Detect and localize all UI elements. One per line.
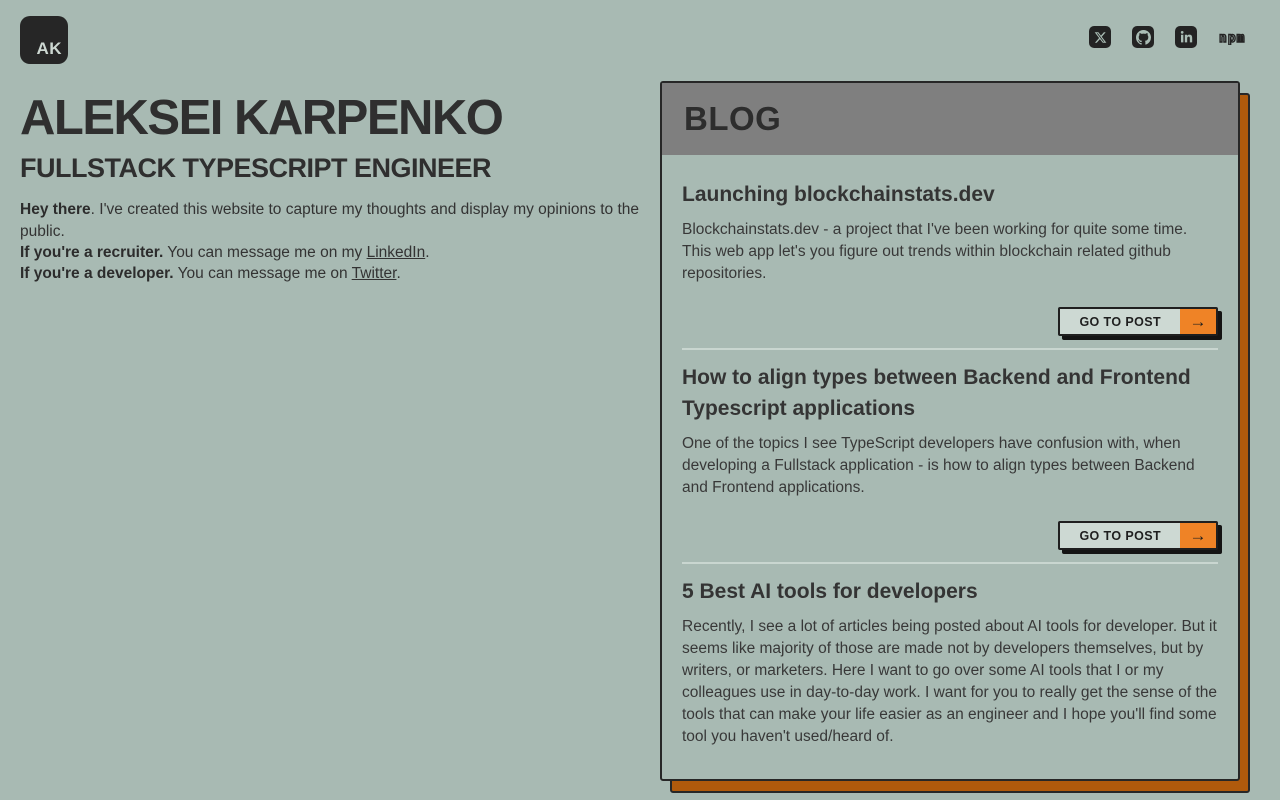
arrow-right-icon: → xyxy=(1180,523,1216,548)
post-excerpt: Blockchainstats.dev - a project that I've been working for quite some time. This web app let's you figure out trends within blockchain related github repositories. xyxy=(682,221,1188,282)
linkedin-link[interactable]: LinkedIn xyxy=(366,244,426,262)
github-icon[interactable] xyxy=(1132,26,1154,48)
linkedin-icon[interactable] xyxy=(1175,26,1197,48)
x-icon[interactable] xyxy=(1089,26,1111,48)
role-subtitle: FULLSTACK TYPESCRIPT ENGINEER xyxy=(20,153,492,184)
npm-icon[interactable] xyxy=(1218,30,1250,45)
intro-line-2-bold: If you're a recruiter. xyxy=(20,244,164,262)
github-glyph xyxy=(1136,30,1151,45)
go-to-post-button[interactable] xyxy=(1058,307,1218,336)
blog-post-list xyxy=(662,155,1238,760)
site-logo[interactable] xyxy=(20,16,68,64)
linkedin-glyph xyxy=(1180,31,1193,44)
blog-post xyxy=(682,167,1218,348)
blog-panel xyxy=(660,81,1240,781)
go-to-post-button[interactable] xyxy=(1058,521,1218,550)
intro-text xyxy=(20,199,640,284)
post-title[interactable]: Launching blockchainstats.dev xyxy=(682,183,995,206)
post-actions xyxy=(682,307,1218,336)
blog-post xyxy=(682,562,1218,760)
twitter-link[interactable]: Twitter xyxy=(351,265,397,283)
post-title[interactable]: How to align types between Backend and Frontend Typescript applications xyxy=(682,366,1191,420)
arrow-right-icon: → xyxy=(1180,309,1216,334)
blog-header xyxy=(662,83,1238,155)
intro-line-3-suffix: . xyxy=(396,265,401,283)
blog-post xyxy=(682,348,1218,562)
social-links xyxy=(1089,26,1250,48)
post-excerpt: One of the topics I see TypeScript developers have confusion with, when developing a Fullstack application - is how to align types between Backend and Frontend applications. xyxy=(682,435,1195,496)
intro-line-2-suffix: . xyxy=(425,244,430,262)
intro-line-3-bold: If you're a developer. xyxy=(20,265,174,283)
go-to-post-label: GO TO POST xyxy=(1079,314,1161,329)
hero-section xyxy=(20,93,640,285)
intro-line-2-text: You can message me on my xyxy=(163,244,367,262)
intro-line-1 xyxy=(20,199,640,242)
intro-line-1-bold: Hey there xyxy=(20,201,91,219)
intro-line-3-text: You can message me on xyxy=(173,265,352,283)
blog-title: BLOG xyxy=(684,100,782,137)
npm-glyph xyxy=(1218,30,1250,45)
logo-text: AK xyxy=(36,39,62,58)
intro-line-3 xyxy=(20,263,640,284)
go-to-post-label: GO TO POST xyxy=(1079,528,1161,543)
page-title: ALEKSEI KARPENKO xyxy=(20,91,503,145)
x-glyph xyxy=(1094,31,1107,44)
svg-text:npm: npm xyxy=(1219,30,1246,45)
intro-line-1-text: . I've created this website to capture my thoughts and display my opinions to the public. xyxy=(20,201,639,240)
intro-line-2 xyxy=(20,242,640,263)
post-actions xyxy=(682,521,1218,550)
post-excerpt: Recently, I see a lot of articles being posted about AI tools for developer. But it seems like majority of those are made not by developers themselves, but by writers, or marketers. Here I want to go over some AI tools that I or my colleagues use in day-to-day work. I want for you to really get the sense of the tools that can make your life easier as an engineer and I hope you'll find some tool you haven't used/heard of. xyxy=(682,618,1218,745)
post-title[interactable]: 5 Best AI tools for developers xyxy=(682,580,978,603)
